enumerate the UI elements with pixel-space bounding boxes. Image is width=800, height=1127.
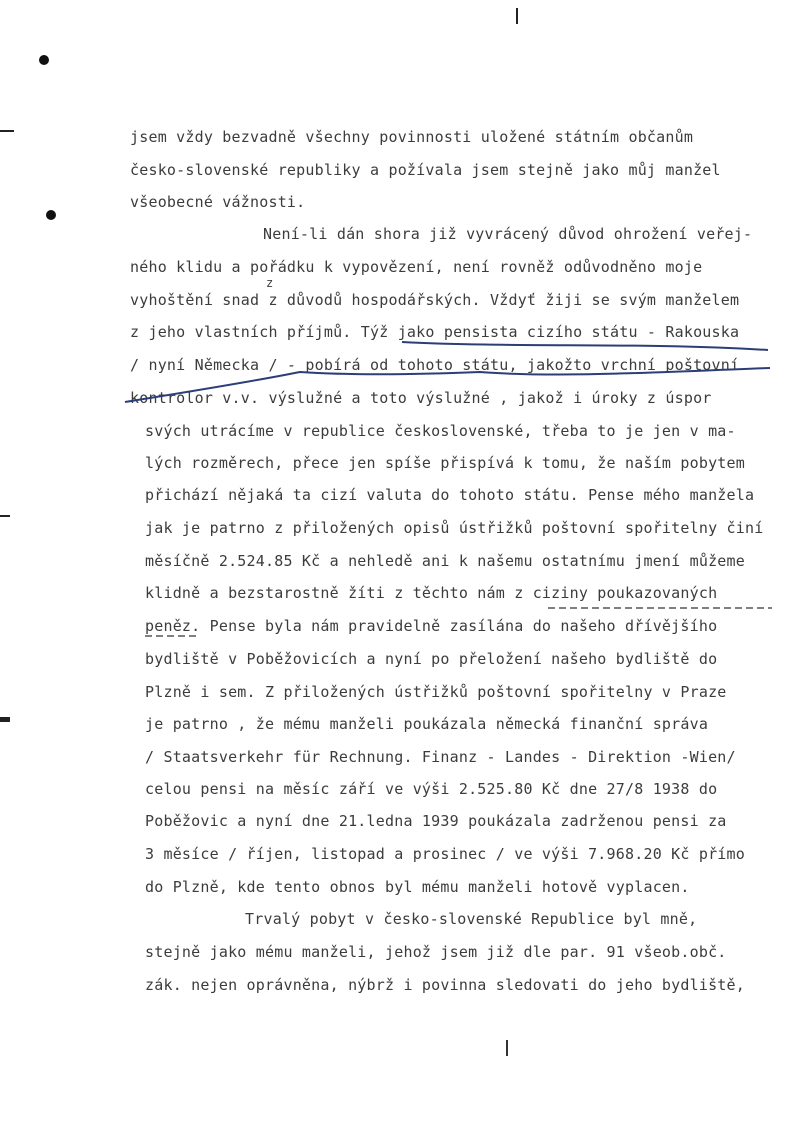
text-line: Poběžovic a nyní dne 21.ledna 1939 poukázala zadrženou pensi za — [145, 812, 727, 830]
text-line: / Staatsverkehr für Rechnung. Finanz - Landes - Direktion -Wien/ — [145, 748, 736, 766]
text-line: stejně jako mému manželi, jehož jsem již dle par. 91 všeob.obč. — [145, 943, 727, 961]
margin-tick — [516, 8, 518, 24]
text-line: Trvalý pobyt v česko-slovenské Republice byl mně, — [245, 910, 698, 928]
text-line: svých utrácíme v republice československé, třeba to je jen v ma- — [145, 422, 736, 440]
text-line: celou pensi na měsíc září ve výši 2.525.80 Kč dne 27/8 1938 do — [145, 780, 718, 798]
text-line: kontrolor v.v. výslužné a toto výslužné , jakož i úroky z úspor — [130, 389, 712, 407]
punch-hole — [46, 210, 56, 220]
margin-tick — [0, 515, 10, 517]
text-line: z jeho vlastních příjmů. Týž jako pensista cizího státu - Rakouska — [130, 323, 740, 341]
text-line: 3 měsíce / říjen, listopad a prosinec / ve výši 7.968.20 Kč přímo — [145, 845, 745, 863]
text-line: česko-slovenské republiky a požívala jsem stejně jako můj manžel — [130, 161, 721, 179]
text-line: ného klidu a pořádku k vypovězení, není rovněž odůvodněno moje — [130, 258, 703, 276]
text-line: klidně a bezstarostně žíti z těchto nám z ciziny poukazovaných — [145, 584, 718, 602]
text-line: do Plzně, kde tento obnos byl mému manželi hotově vyplacen. — [145, 878, 690, 896]
text-line: měsíčně 2.524.85 Kč a nehledě ani k našemu ostatnímu jmení můžeme — [145, 552, 745, 570]
text-line: Není-li dán shora již vyvrácený důvod ohrožení veřej- — [263, 225, 753, 243]
text-line: / nyní Německa / - pobírá od tohoto státu, jakožto vrchní poštovní — [130, 356, 740, 374]
text-line: všeobecné vážnosti. — [130, 193, 306, 211]
margin-tick — [0, 130, 14, 132]
handwritten-insert: z — [266, 276, 274, 290]
text-line: lých rozměrech, přece jen spíše přispívá k tomu, že naším pobytem — [145, 454, 745, 472]
margin-tick — [0, 717, 10, 722]
text-line: zák. nejen oprávněna, nýbrž i povinna sledovati do jeho bydliště, — [145, 976, 745, 994]
text-line: je patrno , že mému manželi poukázala německá finanční správa — [145, 715, 709, 733]
text-line: přichází nějaká ta cizí valuta do tohoto státu. Pense mého manžela — [145, 486, 755, 504]
punch-hole — [39, 55, 49, 65]
text-line: jsem vždy bezvadně všechny povinnosti uložené státním občanům — [130, 128, 694, 146]
text-line: vyhoštění snad z důvodů hospodářských. Vždyť žiji se svým manželem — [130, 291, 740, 309]
text-line: jak je patrno z přiložených opisů ústřižků poštovní spořitelny činí — [145, 519, 764, 537]
text-line: peněz. Pense byla nám pravidelně zasílána do našeho dřívějšího — [145, 617, 718, 635]
text-line: bydliště v Poběžovicích a nyní po přeložení našeho bydliště do — [145, 650, 718, 668]
text-line: Plzně i sem. Z přiložených ústřižků poštovní spořitelny v Praze — [145, 683, 727, 701]
pen-underline — [402, 342, 768, 350]
